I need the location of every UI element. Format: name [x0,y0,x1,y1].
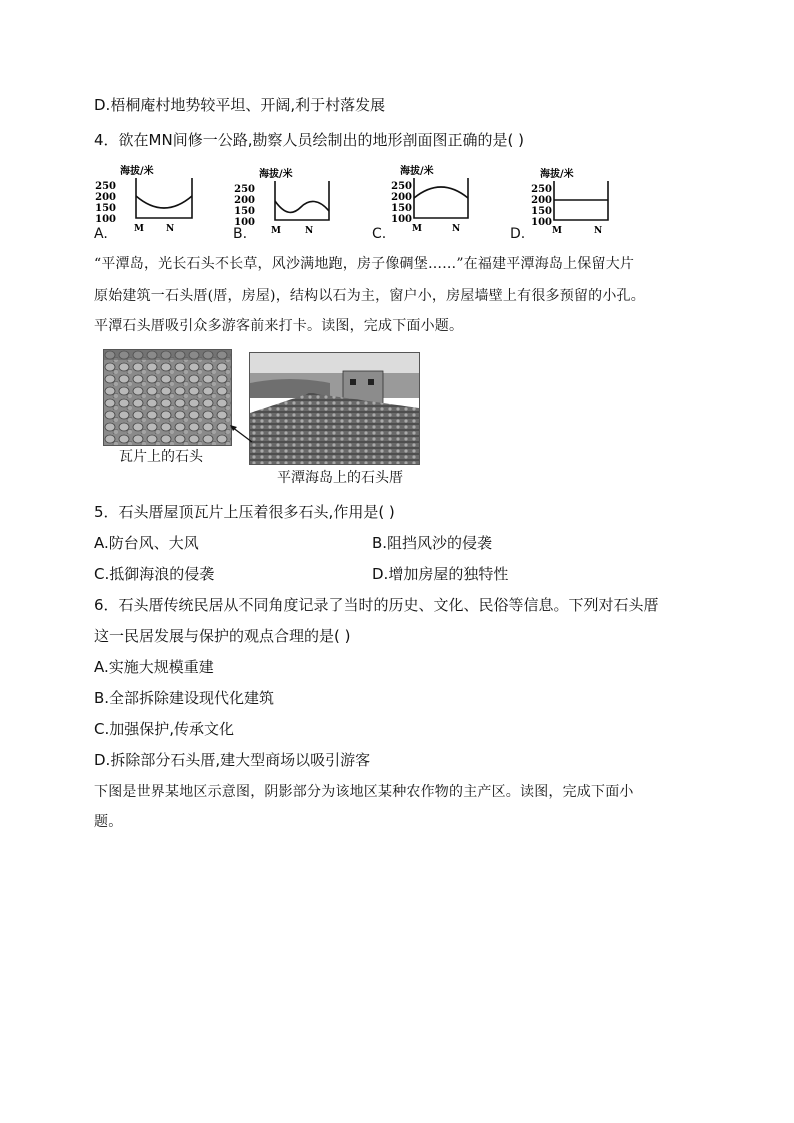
q6-option-b: B.全部拆除建设现代化建筑 [94,689,275,707]
q6-stem-line1: 6．石头厝传统民居从不同角度记录了当时的历史、文化、民俗等信息。下列对石头厝 [94,596,659,614]
graph-b-tick-200: 200 [234,195,255,206]
graph-c-label-m: M [412,224,422,234]
graph-b-label-m: M [271,226,281,236]
q5-option-c: C.抵御海浪的侵袭 [94,565,215,583]
graph-a-frame [136,178,192,218]
graph-c-frame [414,178,468,218]
graph-b-profile [275,201,329,212]
graph-c-tick-150: 150 [391,203,412,214]
profile-graph-c [372,160,482,245]
q5-option-b: B.阻挡风沙的侵袭 [372,534,493,552]
graph-c-tick-100: 100 [391,214,412,225]
q6-option-c: C.加强保护,传承文化 [94,720,235,738]
graph-d-tick-200: 200 [531,195,552,206]
graph-a-tick-250: 250 [95,181,116,192]
graph-a-ylabel: 海拔/米 [120,166,154,177]
arrow-icon [228,424,254,444]
q5-option-d: D.增加房屋的独特性 [372,565,509,583]
graph-c-tick-200: 200 [391,192,412,203]
graph-b-tick-150: 150 [234,206,255,217]
photo-stones-on-tiles [103,349,232,446]
option-label-c: C. [372,226,387,242]
graph-d-tick-100: 100 [531,217,552,228]
q5-stem: 5．石头厝屋顶瓦片上压着很多石头,作用是( ) [94,503,395,521]
option-label-d: D. [510,226,526,242]
profile-graph-b [233,163,343,245]
graph-a-label-n: N [166,224,175,234]
option-label-a: A. [94,226,108,242]
graph-c-ylabel: 海拔/米 [400,166,434,177]
graph-d-ylabel: 海拔/米 [540,169,574,180]
graph-d-tick-250: 250 [531,184,552,195]
graph-c-label-n: N [452,224,461,234]
profile-graph-d [510,163,620,245]
q6-option-a: A.实施大规模重建 [94,658,214,676]
option-label-b: B. [233,226,248,242]
graph-d-tick-150: 150 [531,206,552,217]
q5-option-a: A.防台风、大风 [94,534,199,552]
caption-stones-on-tiles: 瓦片上的石头 [119,449,203,465]
graph-b-frame [275,181,329,220]
graph-a-tick-100: 100 [95,214,116,225]
passage2-line1: 下图是世界某地区示意图，阴影部分为该地区某种农作物的主产区。读图，完成下面小 [94,784,634,800]
passage1-line2: 原始建筑一石头厝(厝，房屋)，结构以石为主，窗户小，房屋墙壁上有很多预留的小孔。 [94,288,645,304]
q4-stem: 4．欲在MN间修一公路,勘察人员绘制出的地形剖面图正确的是( ) [94,131,524,149]
passage2-line2: 题。 [94,814,123,830]
graph-b-label-n: N [305,226,314,236]
graph-c-profile [414,187,468,198]
graph-a-tick-150: 150 [95,203,116,214]
graph-a-tick-200: 200 [95,192,116,203]
q3-option-d: D.梧桐庵村地势较平坦、开阔,利于村落发展 [94,96,386,114]
passage1-line1: “平潭岛，光长石头不长草，风沙满地跑，房子像碉堡……”在福建平潭海岛上保留大片 [94,256,635,272]
graph-b-tick-250: 250 [234,184,255,195]
graph-b-tick-100: 100 [234,217,255,228]
photo-stone-houses [249,352,420,465]
graph-b-ylabel: 海拔/米 [259,169,293,180]
graph-d-label-m: M [552,226,562,236]
q6-option-d: D.拆除部分石头厝,建大型商场以吸引游客 [94,751,371,769]
graph-a-profile [136,196,192,208]
graph-a-label-m: M [134,224,144,234]
graph-d-label-n: N [594,226,603,236]
graph-c-tick-250: 250 [391,181,412,192]
caption-stone-houses: 平潭海岛上的石头厝 [277,470,403,486]
profile-graph-a [94,160,204,245]
q6-stem-line2: 这一民居发展与保护的观点合理的是( ) [94,627,351,645]
passage1-line3: 平潭石头厝吸引众多游客前来打卡。读图，完成下面小题。 [94,318,464,334]
